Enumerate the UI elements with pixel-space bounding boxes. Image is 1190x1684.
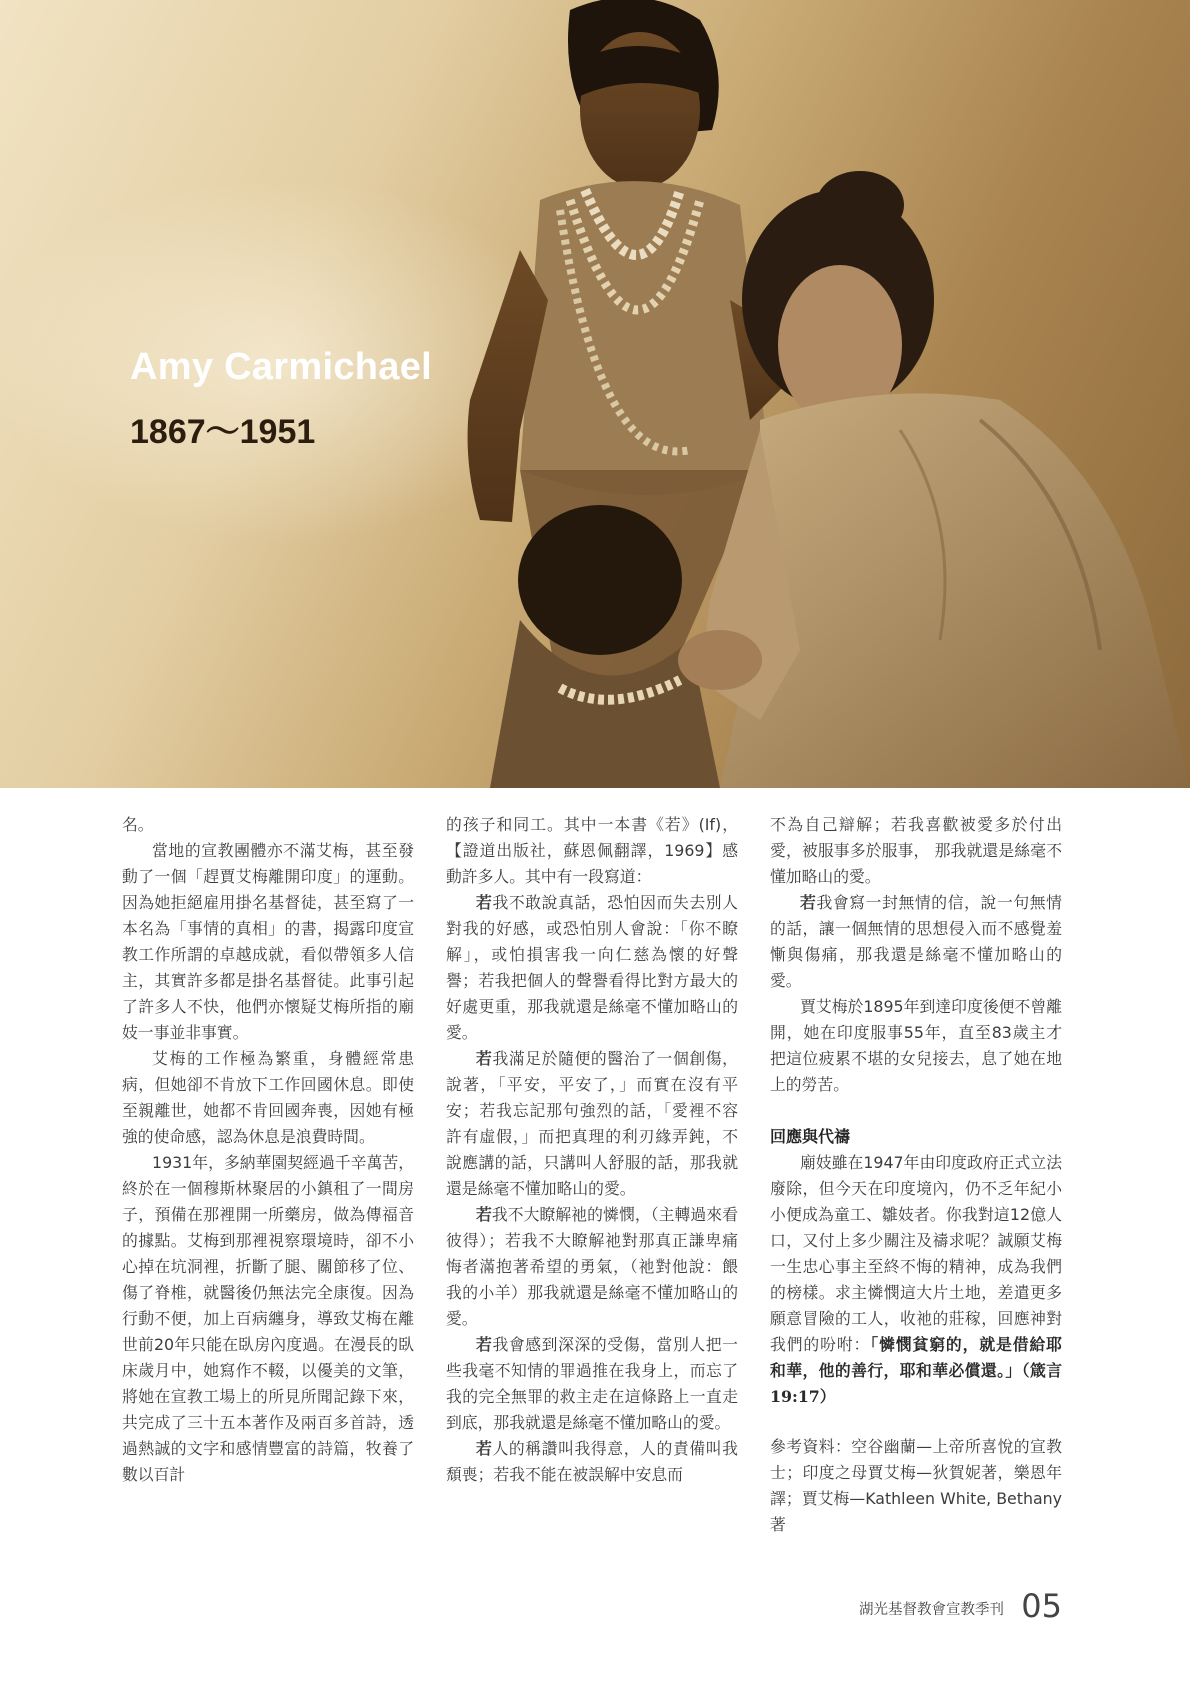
page-footer [700, 1586, 1066, 1630]
paragraph: 艾梅的工作極為繁重，身體經常患病，但她卻不肯放下工作回國休息。即使至親離世，她都不肯回國奔喪，因她有極強的使命感，認為休息是浪費時間。 [122, 1049, 414, 1146]
sepia-photograph [0, 0, 1190, 788]
paragraph-text: 廟妓雖在1947年由印度政府正式立法廢除，但今天在印度境內，仍不乏年紀小小便成為童工、雛妓者。你我對這12億人口，又付上多少關注及禱求呢？誠願艾梅一生忠心事主至終不悔的精神，成為我們的榜樣。求主憐憫這大片土地，差遣更多願意冒險的工人，收祂的莊稼，回應神對我們的吩咐： [770, 1153, 1062, 1354]
poem-stanza [446, 1332, 738, 1436]
paragraph [770, 1150, 1062, 1410]
stanza-lead-char: 若 [476, 893, 493, 912]
stanza-lead-char: 若 [476, 1049, 493, 1068]
paragraph: 當地的宣教團體亦不滿艾梅，甚至發動了一個「趕賈艾梅離開印度」的運動。因為她拒絕雇用掛名基督徒，甚至寫了一本名為「事情的真相」的書，揭露印度宣教工作所謂的卓越成就，看似帶領多人信主，其實許多都是掛名基督徒。此事引起了許多人不快，他們亦懷疑艾梅所指的廟妓一事並非事實。 [122, 841, 414, 1042]
poem-stanza [446, 1436, 738, 1488]
poem-stanza [446, 1046, 738, 1202]
stanza-text: 人的稱讚叫我得意，人的責備叫我頹喪；若我不能在被誤解中安息而 [446, 1439, 738, 1484]
paragraph: 名。 [122, 815, 154, 834]
stanza-text: 我不敢說真話，恐怕因而失去別人對我的好感，或恐怕別人會說：「你不瞭解」，或怕損害我一向仁慈為懷的好聲譽；若我把個人的聲譽看得比對方最大的好處更重，那我就還是絲毫不懂加略山的愛。 [446, 893, 738, 1042]
paragraph: 1931年，多納華園契經過千辛萬苦，終於在一個穆斯林聚居的小鎮租了一間房子，預備在那裡開一所藥房，做為傳福音的據點。艾梅到那裡視察環境時，卻不小心掉在坑洞裡，折斷了腿、關節移了位、傷了脊椎，就醫後仍無法完全康復。因為行動不便，加上百病纏身，導致艾梅在離世前20年只能在臥房內度過。在漫長的臥床歲月中，她寫作不輟，以優美的文筆，將她在宣教工場上的所見所聞記錄下來，共完成了三十五本著作及兩百多首詩，透過熱誠的文字和感情豐富的詩篇，牧養了數以百計 [122, 1153, 414, 1484]
stanza-text: 我不大瞭解祂的憐憫，（主轉過來看彼得）；若我不大瞭解祂對那真正謙卑痛悔者滿抱著希望的勇氣，（祂對他說：餵我的小羊）那我就還是絲毫不懂加略山的愛。 [446, 1205, 738, 1328]
stanza-text: 我會感到深深的受傷，當別人把一些我毫不知情的罪過推在我身上，而忘了我的完全無罪的救主走在這條路上一直走到底，那我就還是絲毫不懂加略山的愛。 [446, 1335, 738, 1432]
woman-figure [678, 171, 1190, 788]
stanza-lead-char: 若 [476, 1439, 493, 1458]
stanza-text: 我滿足於隨便的醫治了一個創傷，說著，「平安，平安了，」而實在沒有平安；若我忘記那句強烈的話，「愛裡不容許有虛假，」而把真理的利刃緣弄鈍，不說應講的話，只講叫人舒服的話，那我就還是絲毫不懂加略山的愛。 [446, 1049, 738, 1198]
text-column-1 [122, 812, 414, 1488]
subject-lifespan: 1867～1951 [130, 413, 316, 451]
poem-continuation: 不為自己辯解；若我喜歡被愛多於付出愛，被服事多於服事， 那我就還是絲毫不懂加略山的愛。 [770, 815, 1062, 886]
section-heading: 回應與代禱 [770, 1127, 851, 1146]
poem-stanza [446, 890, 738, 1046]
text-column-3 [770, 812, 1062, 1538]
subject-name: Amy Carmichael [130, 346, 433, 388]
page-number: 05 [1021, 1587, 1062, 1625]
paragraph: 賈艾梅於1895年到達印度後便不曾離開，她在印度服事55年，直至83歲主才把這位疲累不堪的女兒接去，息了她在地上的勞苦。 [770, 997, 1062, 1094]
paragraph: 的孩子和同工。其中一本書《若》(If)，【證道出版社，蘇恩佩翻譯，1969】感動許多人。其中有一段寫道： [446, 815, 738, 886]
stanza-lead-char: 若 [476, 1335, 493, 1354]
text-column-2 [446, 812, 738, 1488]
scripture-quote: 「憐憫貧窮的，就是借給耶和華，他的善行，耶和華必償還。」（箴言19:17） [770, 1335, 1062, 1406]
publication-title: 湖光基督教會宣教季刊 [859, 1602, 1004, 1618]
poem-stanza [770, 890, 1062, 994]
stanza-text: 我會寫一封無情的信，說一句無情的話，讓一個無情的思想侵入而不感覺羞慚與傷痛，那我還是絲毫不懂加略山的愛。 [770, 893, 1062, 990]
poem-stanza [446, 1202, 738, 1332]
stanza-lead-char: 若 [800, 893, 817, 912]
references: 參考資料：空谷幽蘭—上帝所喜悅的宣教士；印度之母賈艾梅—狄賀妮著，樂恩年譯；賈艾梅—Kathleen White, Bethany著 [770, 1437, 1062, 1534]
hero-photo [0, 0, 1190, 788]
stanza-lead-char: 若 [476, 1205, 492, 1224]
